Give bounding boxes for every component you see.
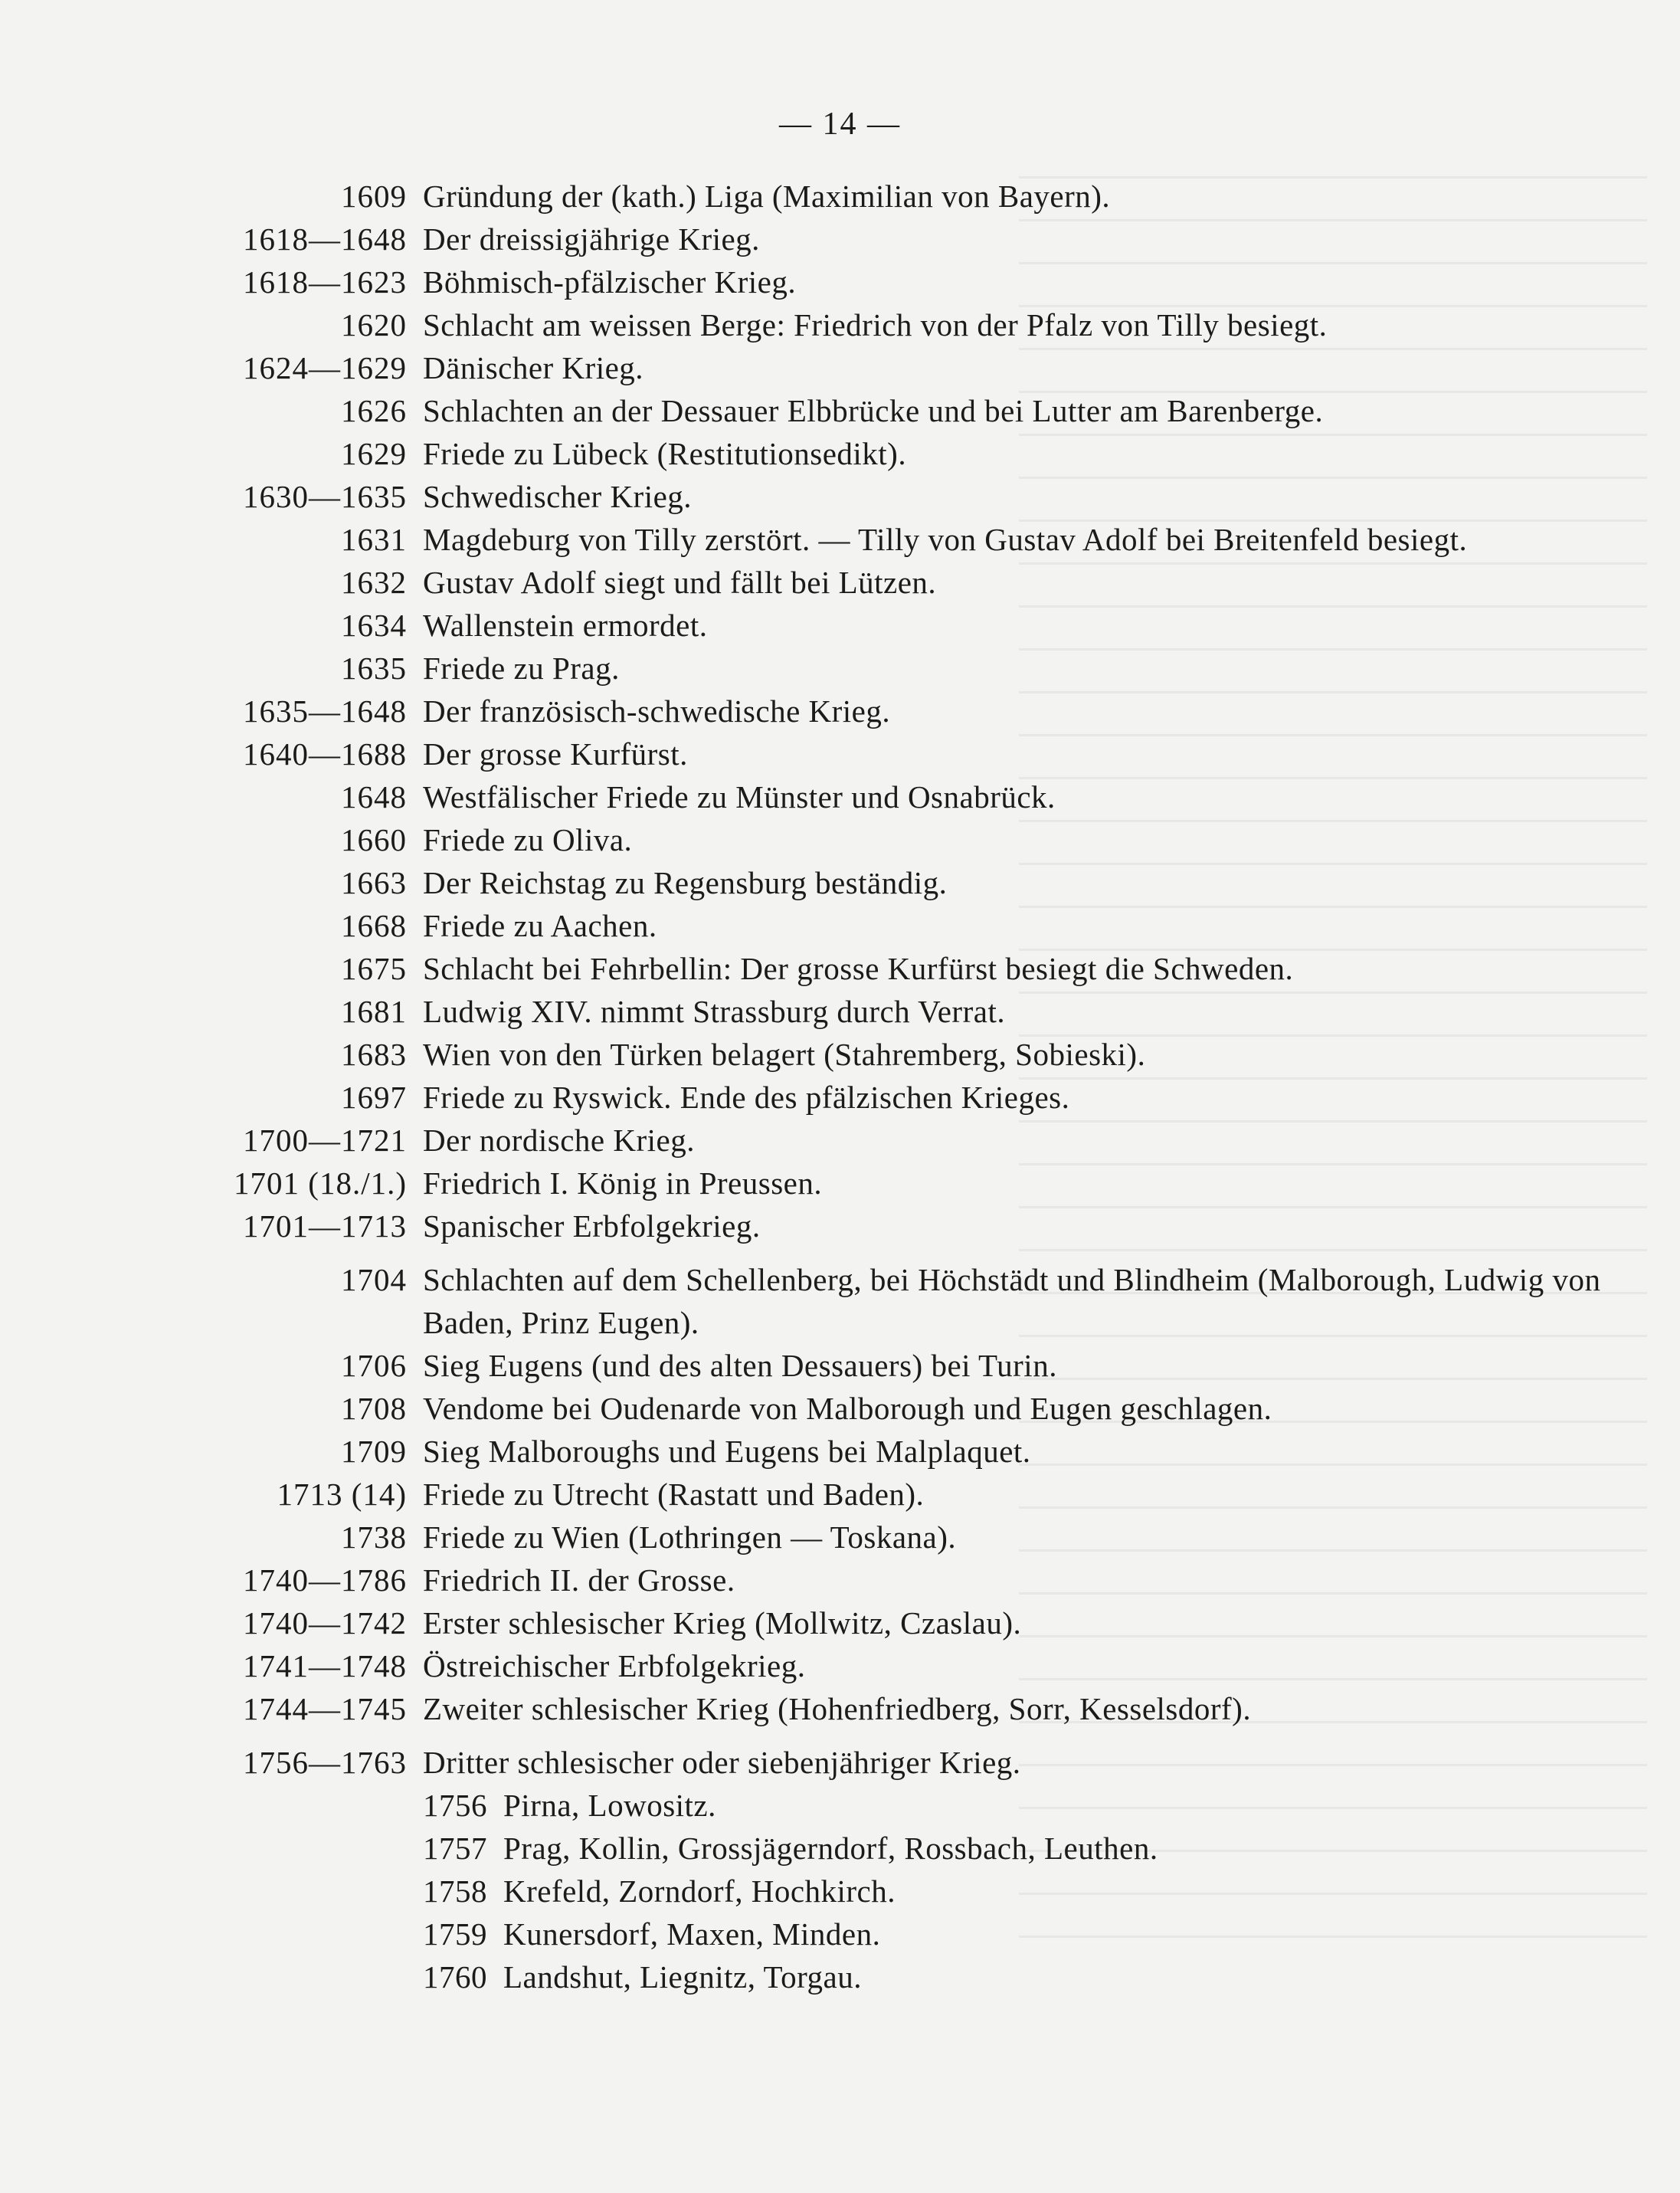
entry-date: 1744—1745	[243, 1691, 407, 1726]
entry-date: 1629	[341, 436, 407, 471]
chronology-entry	[0, 604, 1680, 647]
chronology-entry	[0, 1644, 1680, 1687]
entry-date: 1740—1742	[243, 1605, 407, 1641]
entry-date: 1741—1748	[243, 1648, 407, 1683]
entry-date: 1756—1763	[243, 1745, 407, 1780]
chronology-entry	[0, 861, 1680, 904]
sub-entry-year: 1757	[423, 1831, 487, 1866]
entry-date: 1704	[341, 1262, 407, 1297]
chronology-entry	[0, 1344, 1680, 1387]
entry-date: 1660	[341, 822, 407, 857]
entry-date: 1634	[341, 608, 407, 643]
entry-date: 1681	[341, 994, 407, 1029]
chronology-entry	[0, 1687, 1680, 1730]
entry-text: Dänischer Krieg.	[423, 350, 644, 385]
entry-text: Spanischer Erbfolgekrieg.	[423, 1208, 761, 1244]
entry-date: 1700—1721	[243, 1123, 407, 1158]
sub-entry-text: Krefeld, Zorndorf, Hochkirch.	[503, 1873, 896, 1909]
entry-text: Gustav Adolf siegt und fällt bei Lützen.	[423, 565, 937, 600]
entry-text: Friede zu Ryswick. Ende des pfälzischen Krieges.	[423, 1080, 1070, 1115]
entry-text: Der Reichstag zu Regensburg beständig.	[423, 865, 948, 900]
chronology-entry	[0, 647, 1680, 690]
chronology-entry	[0, 261, 1680, 303]
entry-date: 1631	[341, 522, 407, 557]
chronology-entry	[0, 1033, 1680, 1076]
chronology-entry	[0, 690, 1680, 733]
entry-text: Schlachten auf dem Schellenberg, bei Höchstädt und Blindheim (Malborough, Ludwig von Baden, Prinz Eugen).	[423, 1262, 1601, 1340]
chronology-entry	[0, 775, 1680, 818]
chronology-list	[0, 175, 1680, 1998]
entry-text: Wien von den Türken belagert (Stahremberg, Sobieski).	[423, 1037, 1146, 1072]
chronology-entry	[0, 1430, 1680, 1473]
chronology-entry	[0, 1473, 1680, 1516]
entry-text: Friede zu Wien (Lothringen — Toskana).	[423, 1519, 957, 1555]
entry-date: 1713 (14)	[277, 1477, 407, 1512]
entry-text: Zweiter schlesischer Krieg (Hohenfriedberg, Sorr, Kesselsdorf).	[423, 1691, 1252, 1726]
chronology-entry	[0, 175, 1680, 218]
chronology-entry	[0, 990, 1680, 1033]
entry-date: 1630—1635	[243, 479, 407, 514]
sub-entry-year: 1759	[423, 1916, 487, 1952]
entry-text: Friede zu Prag.	[423, 651, 620, 686]
entry-date: 1648	[341, 779, 407, 815]
entry-date: 1738	[341, 1519, 407, 1555]
entry-date: 1609	[341, 179, 407, 214]
chronology-entry	[0, 733, 1680, 775]
entry-text: Westfälischer Friede zu Münster und Osnabrück.	[423, 779, 1056, 815]
entry-text: Der nordische Krieg.	[423, 1123, 695, 1158]
entry-text: Magdeburg von Tilly zerstört. — Tilly von Gustav Adolf bei Breitenfeld besiegt.	[423, 522, 1468, 557]
chronology-entry	[0, 303, 1680, 346]
chronology-entry	[0, 432, 1680, 475]
entry-date: 1706	[341, 1348, 407, 1383]
entry-text: Der dreissigjährige Krieg.	[423, 221, 760, 257]
entry-text: Schlacht am weissen Berge: Friedrich von der Pfalz von Tilly besiegt.	[423, 307, 1328, 343]
entry-text: Sieg Malboroughs und Eugens bei Malplaquet.	[423, 1434, 1031, 1469]
entry-text: Böhmisch-pfälzischer Krieg.	[423, 264, 797, 300]
sub-entry-year: 1756	[423, 1788, 487, 1823]
chronology-entry	[0, 389, 1680, 432]
entry-text: Östreichischer Erbfolgekrieg.	[423, 1648, 806, 1683]
sub-entry	[0, 1827, 1680, 1870]
entry-date: 1626	[341, 393, 407, 428]
entry-date: 1701 (18./1.)	[234, 1165, 407, 1201]
entry-date: 1701—1713	[243, 1208, 407, 1244]
entry-date: 1632	[341, 565, 407, 600]
entry-text: Gründung der (kath.) Liga (Maximilian von Bayern).	[423, 179, 1111, 214]
entry-date: 1709	[341, 1434, 407, 1469]
entry-date: 1618—1648	[243, 221, 407, 257]
entry-date: 1635—1648	[243, 693, 407, 729]
entry-text: Friede zu Oliva.	[423, 822, 633, 857]
sub-entry	[0, 1955, 1680, 1998]
chronology-entry	[0, 947, 1680, 990]
entry-text: Schlacht bei Fehrbellin: Der grosse Kurfürst besiegt die Schweden.	[423, 951, 1294, 986]
chronology-entry	[0, 904, 1680, 947]
sub-entry-year: 1760	[423, 1959, 487, 1995]
entry-text: Sieg Eugens (und des alten Dessauers) bei Turin.	[423, 1348, 1057, 1383]
chronology-entry	[0, 1258, 1680, 1344]
entry-text: Friede zu Utrecht (Rastatt und Baden).	[423, 1477, 925, 1512]
page-number: — 14 —	[779, 107, 901, 142]
sub-entry-text: Prag, Kollin, Grossjägerndorf, Rossbach, Leuthen.	[503, 1831, 1158, 1866]
sub-entry	[0, 1913, 1680, 1955]
chronology-entry	[0, 1205, 1680, 1247]
chronology-entry	[0, 475, 1680, 518]
chronology-entry	[0, 518, 1680, 561]
entry-text: Erster schlesischer Krieg (Mollwitz, Czaslau).	[423, 1605, 1022, 1641]
entry-text: Ludwig XIV. nimmt Strassburg durch Verrat.	[423, 994, 1006, 1029]
entry-date: 1675	[341, 951, 407, 986]
entry-text: Friedrich I. König in Preussen.	[423, 1165, 823, 1201]
chronology-entry	[0, 1601, 1680, 1644]
entry-text: Friede zu Lübeck (Restitutionsedikt).	[423, 436, 907, 471]
chronology-entry	[0, 1076, 1680, 1119]
entry-date: 1683	[341, 1037, 407, 1072]
entry-date: 1640—1688	[243, 736, 407, 772]
entry-text: Vendome bei Oudenarde von Malborough und Eugen geschlagen.	[423, 1391, 1272, 1426]
sub-entry-text: Kunersdorf, Maxen, Minden.	[503, 1916, 881, 1952]
entry-date: 1668	[341, 908, 407, 943]
chronology-entry	[0, 1516, 1680, 1559]
sub-entry-text: Landshut, Liegnitz, Torgau.	[503, 1959, 863, 1995]
entry-date: 1697	[341, 1080, 407, 1115]
entry-date: 1618—1623	[243, 264, 407, 300]
entry-date: 1663	[341, 865, 407, 900]
chronology-entry	[0, 1387, 1680, 1430]
chronology-entry	[0, 818, 1680, 861]
entry-date: 1708	[341, 1391, 407, 1426]
entry-date: 1620	[341, 307, 407, 343]
sub-entry	[0, 1784, 1680, 1827]
entry-date: 1635	[341, 651, 407, 686]
chronology-entry	[0, 1162, 1680, 1205]
sub-entry-year: 1758	[423, 1873, 487, 1909]
entry-text: Wallenstein ermordet.	[423, 608, 708, 643]
chronology-entry	[0, 1741, 1680, 1784]
chronology-entry	[0, 1119, 1680, 1162]
sub-entry	[0, 1870, 1680, 1913]
entry-text: Dritter schlesischer oder siebenjähriger Krieg.	[423, 1745, 1021, 1780]
chronology-entry	[0, 346, 1680, 389]
entry-text: Der grosse Kurfürst.	[423, 736, 688, 772]
entry-text: Schlachten an der Dessauer Elbbrücke und bei Lutter am Barenberge.	[423, 393, 1324, 428]
entry-text: Schwedischer Krieg.	[423, 479, 693, 514]
entry-text: Friede zu Aachen.	[423, 908, 657, 943]
chronology-entry	[0, 561, 1680, 604]
entry-text: Friedrich II. der Grosse.	[423, 1562, 735, 1598]
chronology-entry	[0, 218, 1680, 261]
chronology-entry	[0, 1559, 1680, 1601]
entry-date: 1740—1786	[243, 1562, 407, 1598]
entry-text: Der französisch-schwedische Krieg.	[423, 693, 891, 729]
entry-date: 1624—1629	[243, 350, 407, 385]
sub-entry-text: Pirna, Lowositz.	[503, 1788, 716, 1823]
